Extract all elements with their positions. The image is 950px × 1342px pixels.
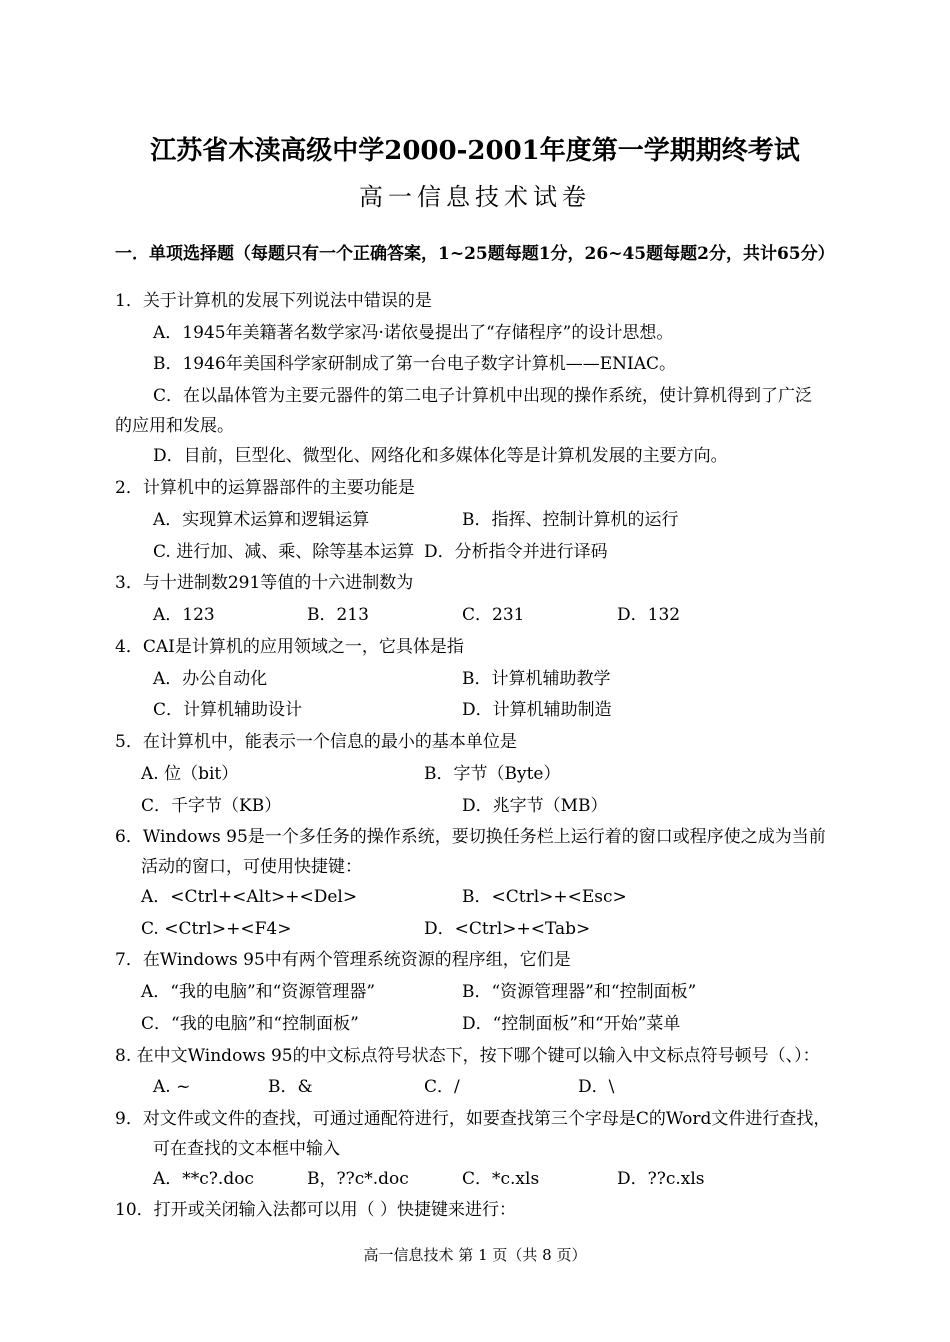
question-8-option-b: B．& <box>268 1077 313 1097</box>
question-2-option-d: D．分析指令并进行译码 <box>424 542 608 562</box>
question-7-option-c: C．“我的电脑”和“控制面板” <box>141 1014 359 1034</box>
question-8-stem: 8. 在中文Windows 95的中文标点符号状态下，按下哪个键可以输入中文标点符号顿号（、）： <box>115 1046 820 1066</box>
question-4-stem: 4．CAI是计算机的应用领域之一，它具体是指 <box>115 637 464 657</box>
question-6-option-a: A．<Ctrl+<Alt>+<Del> <box>141 887 358 907</box>
question-6-option-b: B．<Ctrl>+<Esc> <box>462 887 627 907</box>
question-4-option-b: B．计算机辅助教学 <box>462 669 611 689</box>
question-5-stem: 5．在计算机中，能表示一个信息的最小的基本单位是 <box>115 732 517 752</box>
question-10-stem: 10．打开或关闭输入法都可以用（ ）快捷键来进行： <box>115 1200 517 1220</box>
question-9-option-b: B，??c*.doc <box>307 1169 409 1189</box>
question-1-option-c: C．在以晶体管为主要元器件的第二电子计算机中出现的操作系统，使计算机得到了广泛 <box>153 386 813 406</box>
question-2-option-b: B．指挥、控制计算机的运行 <box>462 510 679 530</box>
page-footer: 高一信息技术 第 1 页（共 8 页） <box>363 1246 587 1264</box>
question-9-option-a: A．**c?.doc <box>153 1169 254 1189</box>
question-1-option-b: B．1946年美国科学家研制成了第一台电子数字计算机——ENIAC。 <box>153 354 677 374</box>
question-9-option-d: D．??c.xls <box>617 1169 705 1189</box>
section-heading: 一．单项选择题（每题只有一个正确答案，1~25题每题1分，26~45题每题2分，共计65分） <box>115 244 835 264</box>
question-6-stem: 6．Windows 95是一个多任务的操作系统，要切换任务栏上运行着的窗口或程序使之成为当前 <box>115 827 826 847</box>
question-7-option-d: D．“控制面板”和“开始”菜单 <box>462 1014 681 1034</box>
question-5-option-b: B．字节（Byte） <box>424 764 561 784</box>
question-9-stem-cont: 可在查找的文本框中输入 <box>153 1139 340 1159</box>
question-6-stem-cont: 活动的窗口，可使用快捷键： <box>141 857 362 877</box>
question-2-stem: 2．计算机中的运算器部件的主要功能是 <box>115 478 415 498</box>
question-3-stem: 3．与十进制数291等值的十六进制数为 <box>115 573 414 593</box>
question-1-option-d: D．目前，巨型化、微型化、网络化和多媒体化等是计算机发展的主要方向。 <box>153 446 728 466</box>
question-2-option-c: C. 进行加、减、乘、除等基本运算 <box>153 542 415 562</box>
question-6-option-d: D．<Ctrl>+<Tab> <box>424 919 591 939</box>
question-3-option-c: C．231 <box>462 605 525 625</box>
question-8-option-d: D．\ <box>578 1077 615 1097</box>
question-7-option-b: B．“资源管理器”和“控制面板” <box>462 982 697 1002</box>
question-5-option-a: A. 位（bit） <box>141 764 239 784</box>
question-1-option-c-cont: 的应用和发展。 <box>115 416 234 436</box>
question-3-option-d: D．132 <box>617 605 681 625</box>
question-1-stem: 1．关于计算机的发展下列说法中错误的是 <box>115 291 432 311</box>
question-8-option-a: A. ~ <box>153 1077 191 1097</box>
question-4-option-d: D．计算机辅助制造 <box>462 700 612 720</box>
question-4-option-c: C．计算机辅助设计 <box>153 700 303 720</box>
question-3-option-a: A．123 <box>153 605 215 625</box>
question-2-option-a: A．实现算术运算和逻辑运算 <box>153 510 370 530</box>
exam-title: 江苏省木渎高级中学2000-2001年度第一学期期终考试 <box>150 136 800 166</box>
question-7-option-a: A．“我的电脑”和“资源管理器” <box>141 982 376 1002</box>
question-7-stem: 7．在Windows 95中有两个管理系统资源的程序组，它们是 <box>115 950 571 970</box>
question-4-option-a: A．办公自动化 <box>153 669 268 689</box>
question-8-option-c: C．/ <box>424 1077 460 1097</box>
exam-subtitle: 高一信息技术试卷 <box>359 183 591 211</box>
question-5-option-c: C．千字节（KB） <box>141 796 282 816</box>
question-6-option-c: C. <Ctrl>+<F4> <box>141 919 292 939</box>
question-9-option-c: C．*c.xls <box>462 1169 540 1189</box>
question-5-option-d: D．兆字节（MB） <box>462 796 608 816</box>
question-3-option-b: B．213 <box>307 605 369 625</box>
question-9-stem: 9．对文件或文件的查找，可通过通配符进行，如要查找第三个字母是C的Word文件进行查找， <box>115 1109 831 1129</box>
question-1-option-a: A．1945年美籍著名数学家冯·诺依曼提出了“存储程序”的设计思想。 <box>153 323 674 343</box>
